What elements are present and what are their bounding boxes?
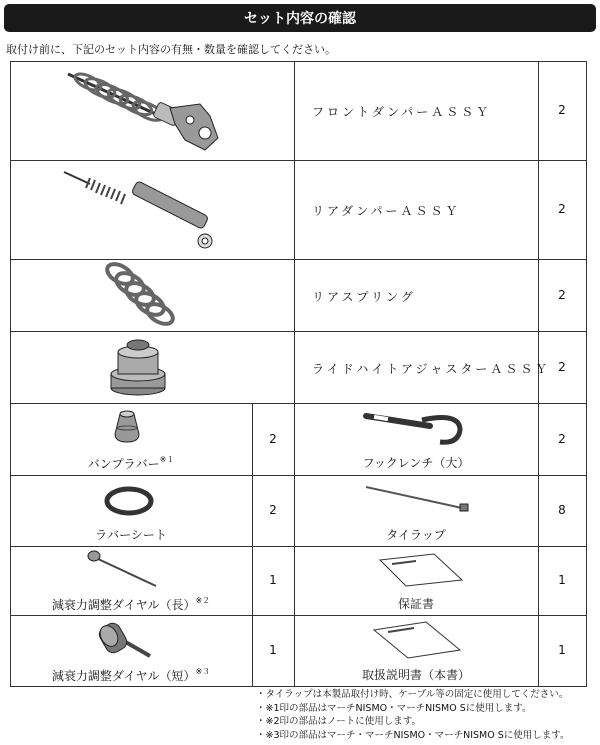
item-name: リアダンパーＡＳＳＹ — [312, 204, 461, 218]
item-name: 取扱説明書（本書） — [361, 668, 470, 682]
table-divider — [10, 475, 587, 476]
table-divider — [10, 259, 587, 260]
footnotes — [256, 688, 570, 742]
item-name: フロントダンパーＡＳＳＹ — [312, 105, 492, 119]
item-quantity: 2 — [269, 503, 277, 517]
item-mark: ※２ — [195, 596, 211, 605]
item-name: タイラップ — [386, 528, 446, 542]
manual-illustration — [372, 622, 462, 658]
item-mark: ※３ — [195, 667, 211, 676]
table-divider — [294, 61, 295, 687]
table-divider — [10, 160, 587, 161]
item-name: 保証書 — [397, 597, 434, 611]
item-name: バンプラバー$^{※1}$ — [87, 455, 175, 471]
item-mark: ※１ — [159, 455, 175, 464]
item-name: ラバーシート — [95, 528, 167, 542]
item-quantity: 8 — [558, 503, 566, 517]
bump-rubber-illustration — [112, 410, 142, 446]
item-name: ライドハイトアジャスターＡＳＳＹ — [312, 362, 551, 376]
item-quantity: 2 — [558, 202, 566, 216]
item-quantity: 1 — [558, 573, 566, 587]
item-quantity: 1 — [269, 643, 277, 657]
damping-dial-long-illustration — [86, 550, 160, 590]
item-name: 減衰力調整ダイヤル（長）$^{※2}$ — [51, 596, 211, 612]
item-quantity: 2 — [269, 432, 277, 446]
page-header — [4, 4, 596, 32]
table-divider — [10, 615, 587, 616]
cable-tie-illustration — [364, 484, 472, 514]
rubber-seat-illustration — [104, 486, 154, 516]
intro-text: 取付け前に、下記のセット内容の有無・数量を確認してください。 — [6, 43, 336, 56]
page-title: セット内容の確認 — [244, 11, 356, 27]
item-quantity: 2 — [558, 103, 566, 117]
item-quantity: 1 — [269, 573, 277, 587]
item-name: 減衰力調整ダイヤル（短）$^{※3}$ — [51, 667, 211, 683]
table-divider — [10, 331, 587, 332]
item-quantity: 2 — [558, 432, 566, 446]
ride-height-adjuster-illustration — [108, 336, 168, 398]
rear-damper-illustration — [60, 168, 220, 254]
hook-wrench-illustration — [360, 410, 466, 446]
item-name: リアスプリング — [312, 290, 416, 304]
footnote: ・※3印の部品はマーチ・マーチNISMO・マーチNISMO Sに使用します。 — [256, 729, 570, 741]
item-quantity: 2 — [558, 360, 566, 374]
front-damper-illustration — [60, 68, 230, 156]
footnote: ・※2印の部品はノートに使用します。 — [256, 716, 421, 727]
item-quantity: 2 — [558, 288, 566, 302]
table-divider — [10, 403, 587, 404]
footnote: ・タイラップは本製品取付け時、ケーブル等の固定に使用してください。 — [256, 689, 569, 700]
item-quantity: 1 — [558, 643, 566, 657]
item-name: フックレンチ（大） — [362, 456, 470, 470]
rear-spring-illustration — [100, 264, 180, 326]
footnote: ・※1印の部品はマーチNISMO・マーチNISMO Sに使用します。 — [256, 702, 532, 714]
table-divider — [10, 546, 587, 547]
damping-dial-short-illustration — [98, 618, 154, 662]
warranty-card-illustration — [378, 554, 464, 588]
